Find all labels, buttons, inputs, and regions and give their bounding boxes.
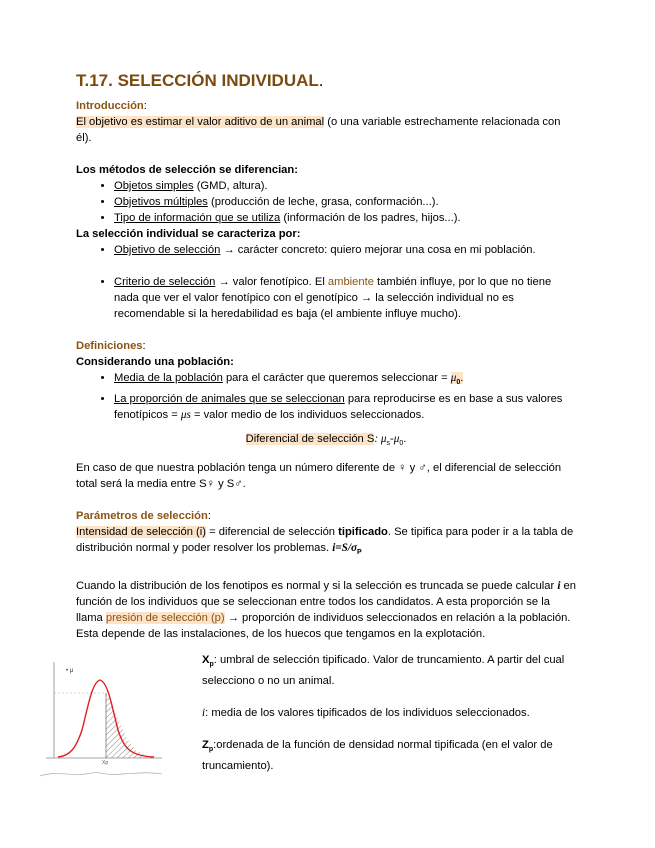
list-item: • Criterio de selección → valor fenotípico. El ambiente también influye, por lo que no tiene nada que ver el valor fenotípico con el genotípico → la selección individual no es recomendable si la heredabilidad es baja (el ambiente influye mucho). bbox=[114, 274, 576, 322]
definitions-sub: Considerando una población: bbox=[76, 356, 234, 368]
pressure-paragraph: Cuando la distribución de los fenotipos es normal y si la selección es truncada se puede calcular i en función de los individuos que se seleccionan entre todos los candidatos. A esta proporción se la llama presión de selección (p) → proporción de individuos seleccionados en relación a la población. Esta depende de las instalaciones, de los huecos que tengamos en la explotación. bbox=[76, 579, 577, 640]
normal-distribution-figure bbox=[36, 652, 166, 782]
sex-differential-paragraph: En caso de que nuestra población tenga un número diferente de ♀ y ♂, el diferencial de selección total será la media entre S♀ y S♂. bbox=[76, 462, 562, 491]
list-item: • La proporción de animales que se seleccionan para reproducirse es en base a sus valores fenotípicos = μs = valor medio de los individuos seleccionados. bbox=[114, 391, 576, 423]
individual-list bbox=[76, 242, 576, 322]
def-zp: $Z_p:ordenada$ de la función de densidad normal tipificada (en el valor de truncamiento). bbox=[202, 738, 553, 773]
params-heading: Parámetros de selección: bbox=[76, 510, 211, 523]
figure-row bbox=[66, 652, 576, 790]
intro-paragraph: El objetivo es estimar el valor aditivo de un animal (o una variable estrechamente relacionada con él). bbox=[76, 116, 561, 144]
methods-heading: Los métodos de selección se diferencian: bbox=[76, 164, 298, 176]
intensity-paragraph: Intensidad de selección (i) = diferencial de selección tipificado. Se tipifica para poder ir a la tabla de distribución normal y poder resolver los problemas. $i=S/\sigma_P$ bbox=[76, 526, 574, 557]
figure-definitions bbox=[202, 652, 572, 790]
list-item: • Objetivo de selección → carácter concreto: quiero mejorar una cosa en mi población. bbox=[114, 242, 576, 258]
page-title: T.17. SELECCIÓN INDIVIDUAL. bbox=[76, 71, 324, 90]
methods-list bbox=[76, 178, 576, 226]
selected-area bbox=[106, 693, 154, 758]
def-i: i: media de los valores tipificados de los individuos seleccionados. bbox=[202, 706, 530, 719]
figure-annotation: • μ bbox=[66, 667, 74, 674]
document-page bbox=[66, 70, 577, 790]
handwritten-scribble bbox=[40, 772, 162, 776]
individual-heading: La selección individual se caracteriza por: bbox=[76, 228, 301, 240]
list-item: • Media de la población para el carácter que queremos seleccionar = $\mu_0$. bbox=[114, 370, 576, 391]
def-xp: $X_p$: umbral de selección tipificado. Valor de truncamiento. A partir del cual selecciono o no un animal. bbox=[202, 653, 565, 687]
definitions-list bbox=[76, 370, 576, 423]
list-item: • Objetivos múltiples (producción de leche, grasa, conformación...). bbox=[114, 194, 576, 210]
intro-heading: Introducción: bbox=[76, 100, 147, 112]
list-item: • Tipo de información que se utiliza (información de los padres, hijos...). bbox=[114, 210, 576, 226]
list-item: • Objetos simples (GMD, altura). bbox=[114, 178, 576, 194]
selection-differential: Diferencial de selección S: $\mu_s-\mu_0$. bbox=[245, 433, 407, 448]
axis-label-xp: Xp bbox=[102, 759, 109, 766]
definitions-heading: Definiciones: bbox=[76, 340, 146, 352]
